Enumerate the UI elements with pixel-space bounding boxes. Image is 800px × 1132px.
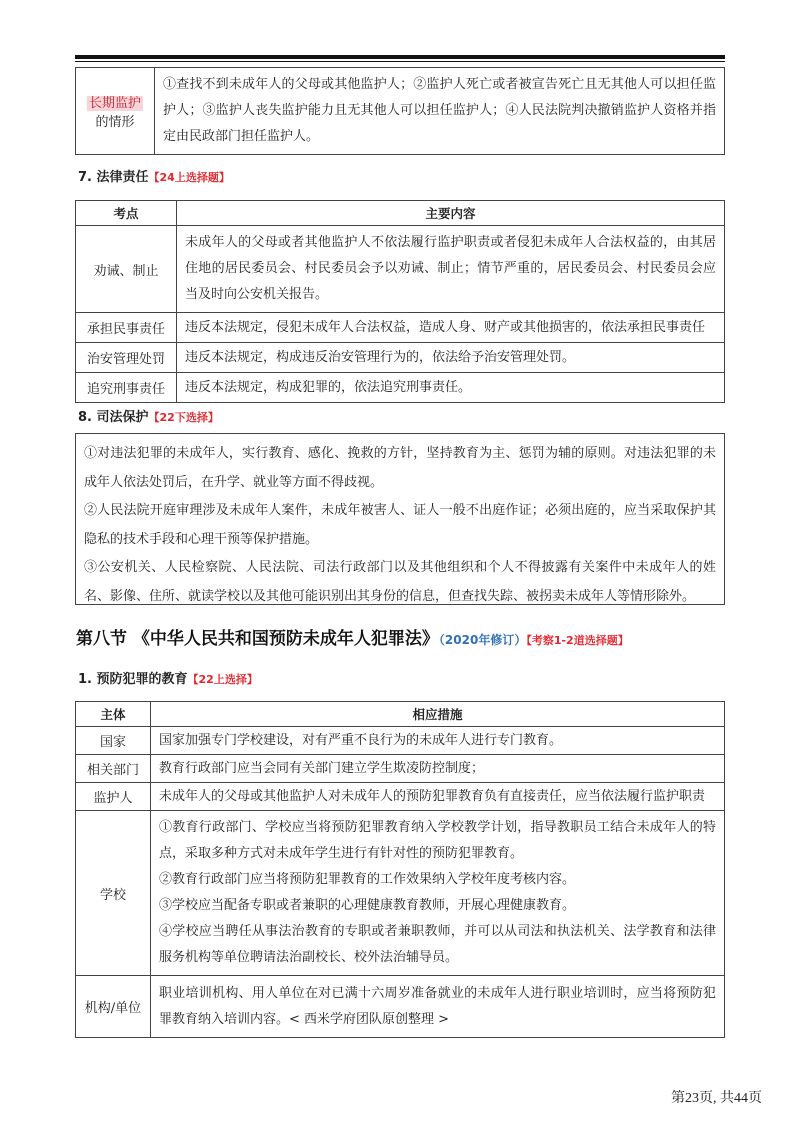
prevention-col-2: 相应措施 <box>151 702 725 727</box>
prevention-row-key: 监护人 <box>76 783 151 811</box>
legal-col-2: 主要内容 <box>177 201 725 226</box>
judicial-heading <box>78 406 219 425</box>
prevention-row-val: 教育行政部门应当会同有关部门建立学生欺凌防控制度； <box>151 755 725 783</box>
prevention-row-key: 相关部门 <box>76 755 151 783</box>
header-rule-thin <box>75 61 725 62</box>
prevention-row-val: 职业培训机构、用人单位在对已满十六周岁准备就业的未成年人进行职业培训时，应当将预防犯罪教育纳入培训内容。< 西米学府团队原创整理 > <box>151 976 725 1038</box>
prevention-heading-text: 1. 预防犯罪的教育 <box>78 672 188 687</box>
section-title <box>76 624 629 649</box>
table-row <box>76 226 725 313</box>
section-revision: （2020年修订） <box>438 633 527 647</box>
school-measure: ④学校应当聘任从事法治教育的专职或者兼职教师，并可以从司法和执法机关、法学教育和法律服务机构等单位聘请法治副校长、校外法治辅导员。 <box>159 924 716 965</box>
judicial-item: ①对违法犯罪的未成年人，实行教育、感化、挽救的方针，坚持教育为主、惩罚为辅的原则。对违法犯罪的未成年人依法处罚后，在升学、就业等方面不得歧视。 <box>84 446 716 490</box>
school-measure: ①教育行政部门、学校应当将预防犯罪教育纳入学校教学计划，指导教职员工结合未成年人的特点，采取多种方式对未成年学生进行有针对性的预防犯罪教育。 <box>159 820 716 861</box>
legal-row-key: 追究刑事责任 <box>76 373 177 403</box>
table-row <box>76 755 725 783</box>
prevention-col-1: 主体 <box>76 702 151 727</box>
prevention-row-val: 未成年人的父母或其他监护人对未成年人的预防犯罪教育负有直接责任，应当依法履行监护职责 <box>151 783 725 811</box>
table-row <box>76 343 725 373</box>
judicial-tag: 【22下选择】 <box>148 411 219 424</box>
legal-row-val: 违反本法规定，构成违反治安管理行为的，依法给予治安管理处罚。 <box>177 343 725 373</box>
section-exam-tag: 【考察1-2道选择题】 <box>526 634 629 647</box>
table-row <box>76 313 725 343</box>
judicial-box <box>75 433 725 605</box>
prevention-tag: 【22上选择】 <box>187 673 258 686</box>
table-row <box>76 783 725 811</box>
guardianship-key <box>76 68 155 155</box>
prevention-row-val <box>151 811 725 976</box>
legal-tag: 【24上选择题】 <box>148 171 230 184</box>
legal-table <box>75 200 725 403</box>
school-measure: ③学校应当配备专职或者兼职的心理健康教育教师，开展心理健康教育。 <box>159 898 576 913</box>
legal-row-val: 未成年人的父母或者其他监护人不依法履行监护职责或者侵犯未成年人合法权益的，由其居住地的居民委员会、村民委员会予以劝诫、制止；情节严重的，居民委员会、村民委员会应当及时向公安机关报告。 <box>177 226 725 313</box>
page-number: 第23页, 共44页 <box>671 1091 762 1106</box>
prevention-row-val: 国家加强专门学校建设，对有严重不良行为的未成年人进行专门教育。 <box>151 727 725 755</box>
legal-row-val: 违反本法规定，构成犯罪的，依法追究刑事责任。 <box>177 373 725 403</box>
guardianship-table <box>75 67 725 155</box>
highlight-mark: 长期监护 <box>88 96 141 111</box>
header-rule-thick <box>75 55 725 59</box>
legal-row-val: 违反本法规定，侵犯未成年人合法权益，造成人身、财产或其他损害的，依法承担民事责任 <box>177 313 725 343</box>
prevention-row-key: 机构/单位 <box>76 976 151 1038</box>
prevention-row-key: 学校 <box>76 811 151 976</box>
legal-heading <box>78 166 230 185</box>
judicial-item: ②人民法院开庭审理涉及未成年人案件，未成年被害人、证人一般不出庭作证；必须出庭的，应当采取保护其隐私的技术手段和心理干预等保护措施。 <box>84 503 716 547</box>
prevention-row-key: 国家 <box>76 727 151 755</box>
table-row <box>76 811 725 976</box>
table-row <box>76 373 725 403</box>
legal-heading-text: 7. 法律责任 <box>78 170 149 185</box>
school-measure: ②教育行政部门应当将预防犯罪教育的工作效果纳入学校年度考核内容。 <box>159 872 576 887</box>
judicial-heading-text: 8. 司法保护 <box>78 410 149 425</box>
legal-row-key: 承担民事责任 <box>76 313 177 343</box>
guardianship-key-suffix: 的情形 <box>95 115 135 130</box>
legal-row-key: 劝诫、制止 <box>76 226 177 313</box>
legal-col-1: 考点 <box>76 201 177 226</box>
legal-row-key: 治安管理处罚 <box>76 343 177 373</box>
judicial-item: ③公安机关、人民检察院、人民法院、司法行政部门以及其他组织和个人不得披露有关案件中未成年人的姓名、影像、住所、就读学校以及其他可能识别出其身份的信息，但查找失踪、被拐卖未成年人等情形除外。 <box>84 560 716 604</box>
prevention-table <box>75 701 725 1038</box>
table-row <box>76 727 725 755</box>
guardianship-content: ①查找不到未成年人的父母或其他监护人；②监护人死亡或者被宣告死亡且无其他人可以担任监护人；③监护人丧失监护能力且无其他人可以担任监护人；④人民法院判决撤销监护人资格并指定由民政部门担任监护人。 <box>155 68 725 155</box>
section-title-text: 第八节 《中华人民共和国预防未成年人犯罪法》 <box>76 629 439 649</box>
prevention-heading <box>78 668 258 687</box>
table-row <box>76 976 725 1038</box>
